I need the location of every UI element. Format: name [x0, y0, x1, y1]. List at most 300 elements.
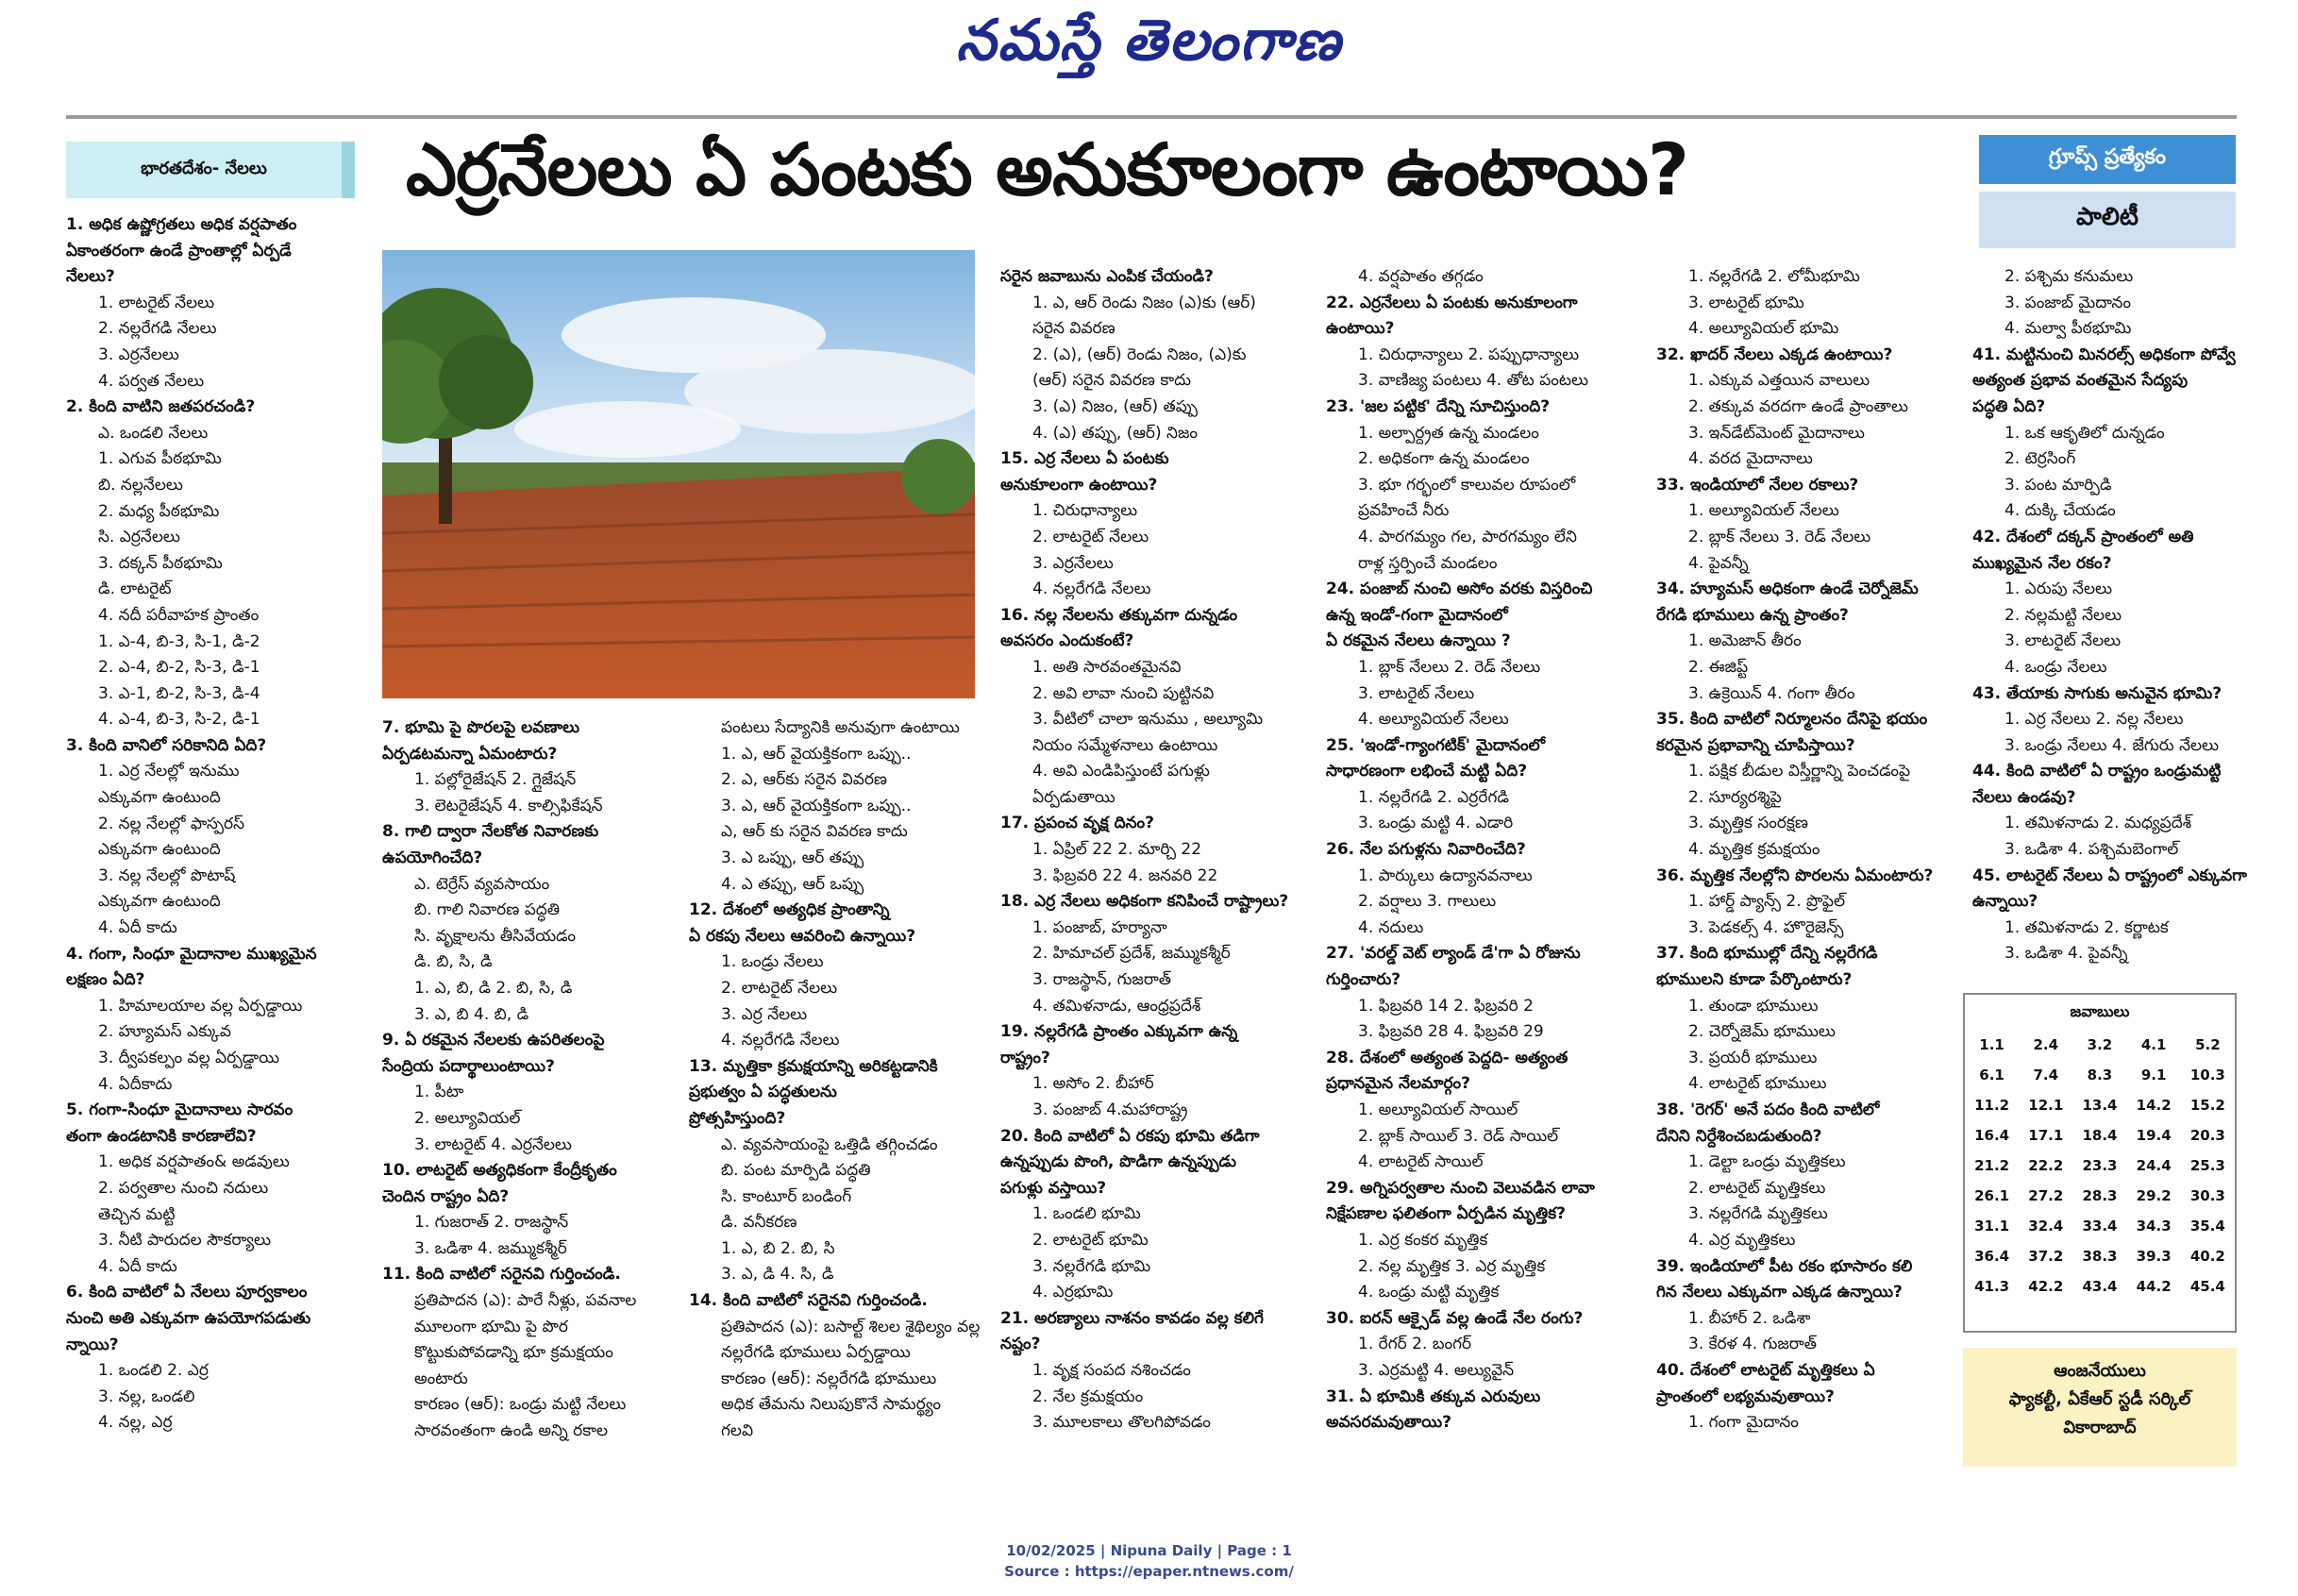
- option-line: 3. (ఎ) నిజం, (ఆర్) తప్పు: [1032, 396, 1198, 416]
- question-line: ప్రభుత్వం ఏ పద్ధతులను: [689, 1083, 837, 1102]
- option-line: 1. ఒండ్రు నేలలు: [721, 952, 824, 972]
- answer-cell: 33.4: [2082, 1218, 2118, 1235]
- option-line: 1. బ్లాక్ నేలలు 2. రెడ్ నేలలు: [1358, 657, 1541, 677]
- answer-cell: 40.2: [2189, 1248, 2225, 1265]
- question-line: 7. భూమి పై పొరలపై లవణాలు: [382, 718, 580, 737]
- option-line: సి. వృక్షాలను తీసివేయడం: [414, 926, 576, 946]
- option-line: 1. ఎర్ర నేలల్లో ఇనుము: [98, 762, 240, 781]
- option-line: (ఆర్) సరైన వివరణ కాదు: [1032, 371, 1191, 391]
- option-line: 1. ఎ, ఆర్ రెండు నిజం (ఎ)కు (ఆర్): [1032, 293, 1256, 312]
- option-line: 2. చెర్నోజెమ్ భూములు: [1688, 1022, 1836, 1042]
- option-line: 4. (ఎ) తప్పు, (ఆర్) నిజం: [1032, 423, 1198, 443]
- footer-date-line: 10/02/2025 | Nipuna Daily | Page : 1: [1006, 1542, 1292, 1559]
- answer-cell: 21.2: [1974, 1157, 2010, 1174]
- option-line: 1. అల్యూవియల్ నేలలు: [1688, 501, 1839, 521]
- answer-cell: 39.3: [2136, 1248, 2172, 1265]
- option-line: అధిక తేమను నిలుపుకొనే సామర్థ్యం: [721, 1395, 942, 1415]
- option-line: 2. మధ్య పీఠభూమి: [98, 501, 220, 521]
- option-line: 3. ఎర్ర నేలలు: [721, 1004, 808, 1024]
- option-line: 4. మృత్తిక క్రమక్షయం: [1688, 840, 1820, 860]
- answer-cell: 23.3: [2082, 1157, 2118, 1174]
- answer-cell: 29.2: [2136, 1187, 2172, 1204]
- answer-cell: 45.4: [2189, 1278, 2225, 1295]
- question-line: 24. పంజాబ్ నుంచి అసోం వరకు విస్తరించి: [1326, 580, 1593, 599]
- option-line: 3. ఎ, ఆర్ వైయక్తికంగా ఒప్పు..: [721, 796, 912, 815]
- option-line: నల్లరేగడి భూములు ఏర్పడ్డాయి: [721, 1343, 911, 1363]
- option-line: కొట్టుకుపోవడాన్ని భూ క్రమక్షయం: [414, 1343, 613, 1363]
- option-line: 4. ఏదీ కాదు: [98, 918, 177, 938]
- option-line: 3. ఎర్రనేలలు: [1032, 553, 1114, 573]
- red-soil-photo: [382, 250, 975, 698]
- option-line: 2. అవి లావా నుంచి పుట్టినవి: [1032, 683, 1215, 703]
- option-line: 3. కేరళ 4. గుజరాత్: [1688, 1335, 1817, 1354]
- question-line: రేగడి భూములు ఉన్న ప్రాంతం?: [1656, 605, 1849, 625]
- footer: [0, 1540, 2298, 1582]
- option-line: 1. ఒండలి 2. ఎర్ర: [98, 1361, 209, 1381]
- question-line: ప్రాంతంలో లభ్యమవుతాయి?: [1656, 1386, 1835, 1406]
- option-line: 4. ఏదీ కాదు: [98, 1256, 177, 1276]
- option-line: 4. ఎర్ర మృత్తికలు: [1688, 1230, 1796, 1250]
- option-line: 3. ఇన్‌డేట్‌మెంట్ మైదానాలు: [1688, 423, 1865, 443]
- option-line: బి. నల్లనేలలు: [98, 475, 183, 495]
- option-line: 4. ఎ తప్పు, ఆర్ ఒప్పు: [721, 874, 864, 894]
- question-line: 39. ఇండియాలో పీట రకం భూసారం కలి: [1656, 1256, 1913, 1276]
- answer-cell: 27.2: [2028, 1187, 2064, 1204]
- option-line: 2. నల్ల నేలల్లో ఫాస్పరస్: [98, 814, 245, 833]
- answer-cell: 32.4: [2028, 1218, 2064, 1235]
- option-line: 2. లాటరైట్ నేలలు: [721, 978, 838, 998]
- question-line: 11. కింది వాటిలో సరైనవి గుర్తించండి.: [382, 1265, 621, 1285]
- option-line: నియం సమ్మేళనాలు ఉంటాయి: [1032, 735, 1218, 755]
- question-line: 12. దేశంలో అత్యధిక ప్రాంతాన్ని: [689, 900, 890, 920]
- option-line: 3. ఎర్రమట్టి 4. అల్యువైన్: [1358, 1360, 1515, 1380]
- question-line: 8. గాలి ద్వారా నేలకోత నివారణకు: [382, 822, 599, 842]
- question-line: 3. కింది వానిలో సరికానిది ఏది?: [66, 735, 267, 755]
- option-line: 3. నల్లరేగడి మృత్తికలు: [1688, 1204, 1828, 1224]
- question-line: ప్రోత్సహిస్తుంది?: [689, 1108, 786, 1128]
- question-line: 32. ఖాదర్ నేలలు ఎక్కడ ఉంటాయి?: [1656, 344, 1893, 364]
- question-line: 25. 'ఇండో-గ్యాంగటిక్' మైదానంలో: [1326, 735, 1546, 755]
- option-line: 3. పంజాబ్ మైదానం: [2004, 293, 2131, 312]
- option-line: 2. నేల క్రమక్షయం: [1032, 1386, 1144, 1406]
- question-line: నేలలు?: [66, 267, 115, 287]
- option-line: 1. ఎరుపు నేలలు: [2004, 580, 2112, 599]
- option-line: 1. అధిక వర్షపాతం& అడవులు: [98, 1152, 290, 1172]
- option-line: 1. ఫిబ్రవరి 14 2. ఫిబ్రవరి 2: [1358, 996, 1534, 1016]
- option-line: రాళ్ల స్తర్పించే మండలం: [1358, 553, 1498, 573]
- option-line: 2. తక్కువ వరదగా ఉండే ప్రాంతాలు: [1688, 396, 1908, 416]
- question-line: 14. కింది వాటిలో సరైనవి గుర్తించండి.: [689, 1291, 928, 1311]
- footer-source-line: Source : https://epaper.ntnews.com/: [1004, 1563, 1294, 1580]
- option-line: 4. దుక్కి చేయడం: [2004, 501, 2116, 521]
- question-line: సరైన జవాబును ఎంపిక చేయండి?: [1000, 267, 1214, 286]
- question-line: 21. అరణ్యాలు నాశనం కావడం వల్ల కలిగే: [1000, 1308, 1264, 1328]
- answer-cell: 9.1: [2140, 1067, 2167, 1084]
- question-line: 35. కింది వాటిలో నిర్మూలనం దేనిపై భయం: [1656, 710, 1928, 730]
- option-line: తెచ్చిన మట్టి: [98, 1204, 176, 1224]
- answer-cell: 19.4: [2136, 1127, 2172, 1144]
- question-line: నష్టం?: [1000, 1335, 1041, 1354]
- question-column-7: [1972, 264, 2256, 982]
- question-line: 28. దేశంలో అత్యంత పెద్దది- అత్యంత: [1326, 1048, 1568, 1067]
- answer-key-box: [1963, 993, 2237, 1333]
- option-line: 2. ఈజిప్ట్: [1688, 657, 1749, 677]
- option-line: 3. లాటరైట్ నేలలు: [2004, 631, 2122, 651]
- option-line: 4. వరద మైదానాలు: [1688, 449, 1813, 469]
- question-line: 36. మృత్తిక నేలల్లోని పొరలను ఏమంటారు?: [1656, 865, 1934, 885]
- option-line: 1. అల్యూవియల్ సాయిల్: [1358, 1100, 1518, 1119]
- option-line: ఏర్పడుతాయి: [1032, 787, 1115, 807]
- question-line: ముఖ్యమైన నేల రకం?: [1972, 553, 2112, 573]
- question-line: ఏ రకమైన నేలలు ఉన్నాయి ?: [1326, 631, 1511, 651]
- author-name: ఆంజనేయులు: [2054, 1361, 2146, 1381]
- answer-cell: 14.2: [2136, 1097, 2172, 1114]
- answer-cell: 38.3: [2082, 1248, 2118, 1265]
- option-line: కారణం (ఆర్): నల్లరేగడి భూములు: [721, 1369, 937, 1388]
- question-line: 15. ఎర్ర నేలలు ఏ పంటకు: [1000, 449, 1169, 469]
- question-line: దేనిని నిర్దేశించబడుతుంది?: [1656, 1126, 1822, 1146]
- option-line: 2. హ్యూమస్ ఎక్కువ: [98, 1022, 231, 1042]
- answer-cell: 17.1: [2028, 1127, 2064, 1144]
- question-line: ఉన్నప్పుడు పొంగి, పొడిగా ఉన్నప్పుడు: [1000, 1152, 1237, 1172]
- author-role: ఫ్యాకల్టీ, ఏకేఆర్ స్టడీ సర్కిల్: [2008, 1389, 2191, 1409]
- option-line: 1. పార్కులు ఉద్యానవనాలు: [1358, 865, 1533, 885]
- option-line: 4. అవి ఎండిపిస్తుంటే పగుళ్లు: [1032, 762, 1210, 781]
- question-line: 9. ఏ రకమైన నేలలకు ఉపరితలంపై: [382, 1031, 605, 1050]
- option-line: 2. ఎ-4, బి-2, సి-3, డి-1: [98, 658, 260, 678]
- question-line: అత్యంత ప్రభావ వంతమైన సేద్యపు: [1972, 371, 2189, 391]
- question-line: 2. కింది వాటిని జతపరచండి?: [66, 397, 256, 417]
- question-line: 16. నల్ల నేలలను తక్కువగా దున్నడం: [1000, 605, 1238, 625]
- option-line: 1. ఎ, ఆర్ వైయక్తికంగా ఒప్పు..: [721, 744, 912, 764]
- question-line: 17. ప్రపంచ వృక్ష దినం?: [1000, 814, 1154, 833]
- option-line: 4. నల్ల, ఎర్ర: [98, 1413, 173, 1433]
- answer-cell: 3.2: [2087, 1036, 2113, 1053]
- question-line: ఉంటాయి?: [1326, 319, 1395, 339]
- answer-cell: 43.4: [2082, 1278, 2118, 1295]
- option-line: 1. ఒండలి భూమి: [1032, 1204, 1141, 1224]
- answer-row: [1965, 1120, 2235, 1151]
- question-line: 34. హ్యూమస్ అధికంగా ఉండే చెర్నోజెమ్: [1656, 580, 1919, 599]
- option-line: ఎ, ఆర్ కు సరైన వివరణ కాదు: [721, 822, 908, 842]
- option-line: 2. బ్లాక్ నేలలు 3. రెడ్ నేలలు: [1688, 527, 1871, 546]
- option-line: కారణం (ఆర్): ఒండ్రు మట్టి నేలలు: [414, 1395, 627, 1415]
- question-column-5: [1326, 264, 1652, 1482]
- answer-cell: 13.4: [2082, 1097, 2118, 1114]
- headline: ఎర్రనేలలు ఏ పంటకు అనుకూలంగా ఉంటాయి?: [406, 127, 1688, 211]
- question-line: పద్ధతి ఏది?: [1972, 396, 2046, 416]
- option-line: ఎ. టెర్రేస్ వ్యవసాయం: [414, 874, 550, 894]
- option-line: 1. ఏప్రిల్ 22 2. మార్చి 22: [1032, 840, 1202, 860]
- option-line: 4. ఎ-4, బి-3, సి-2, డి-1: [98, 710, 260, 730]
- option-line: 1. అల్పార్ద్రత ఉన్న మండలం: [1358, 423, 1539, 443]
- option-line: 3. ఒడిశా 4. పశ్చిమబెంగాల్: [2004, 840, 2179, 860]
- option-line: 1. నల్లరేగడి 2. ఎర్రరేగడి: [1358, 787, 1509, 807]
- option-line: 3. భూ గర్భంలో కాలువల రూపంలో: [1358, 475, 1576, 495]
- option-line: 1. ఎక్కువ ఎత్తయిన వాలులు: [1688, 371, 1870, 391]
- option-line: 4. మల్వా పీఠభూమి: [2004, 319, 2132, 339]
- option-line: 1. తమిళనాడు 2. మధ్యప్రదేశ్: [2004, 814, 2192, 833]
- answer-cell: 10.3: [2189, 1067, 2225, 1084]
- option-line: ప్రవహించే నీరు: [1358, 501, 1450, 521]
- question-line: అవసరమవుతాయి?: [1326, 1413, 1451, 1433]
- option-line: 3. ఒండ్రు నేలలు 4. జేగురు నేలలు: [2004, 735, 2219, 755]
- option-line: 4. వర్షపాతం తగ్గడం: [1358, 267, 1484, 286]
- option-line: సరైన వివరణ: [1032, 319, 1115, 339]
- option-line: 3. లాటరైట్ 4. ఎర్రనేలలు: [414, 1134, 572, 1154]
- answer-cell: 26.1: [1974, 1187, 2010, 1204]
- question-line: 1. అధిక ఉష్ణోగ్రతలు అధిక వర్షపాతం: [66, 215, 297, 234]
- question-line: నుంచి అతి ఎక్కువగా ఉపయోగపడుతు: [66, 1308, 311, 1328]
- answer-cell: 6.1: [1979, 1067, 2004, 1084]
- option-line: 3. ఎ-1, బి-2, సి-3, డి-4: [98, 683, 260, 703]
- option-line: 2. పర్వతాల నుంచి నదులు: [98, 1178, 269, 1198]
- answer-cell: 36.4: [1974, 1248, 2010, 1265]
- option-line: 1. పల్లోరైజేషన్ 2. గ్లైజేషన్: [414, 770, 577, 790]
- option-line: 2. సూర్యరశ్మిపై: [1688, 787, 1782, 807]
- question-line: తంగా ఉండటానికి కారణాలేవి?: [66, 1126, 257, 1146]
- question-line: 4. గంగా, సింధూ మైదానాల ముఖ్యమైన: [66, 944, 317, 964]
- question-column-1: [66, 212, 359, 1477]
- option-line: 2. నల్ల మృత్తిక 3. ఎర్ర మృత్తిక: [1358, 1256, 1546, 1276]
- option-line: 3. ఉక్రెయిన్ 4. గంగా తీరం: [1688, 683, 1855, 703]
- answer-cell: 12.1: [2028, 1097, 2064, 1114]
- option-line: బి. గాలి నివారణ పద్ధతి: [414, 900, 561, 920]
- option-line: 3. దక్కన్ పీఠభూమి: [98, 553, 223, 573]
- option-line: 3. ఫిబ్రవరి 28 4. ఫిబ్రవరి 29: [1358, 1022, 1544, 1042]
- option-line: 3. నీటి పారుదల సౌకర్యాలు: [98, 1231, 271, 1251]
- option-line: 3. మూలకాలు తొలగిపోవడం: [1032, 1413, 1211, 1433]
- option-line: 4. ఏదీకాదు: [98, 1074, 173, 1094]
- answer-cell: 24.4: [2136, 1157, 2172, 1174]
- option-line: బి. పంట మార్పిడి పద్ధతి: [721, 1161, 871, 1181]
- option-line: 3. లెటరైజేషన్ 4. కాల్సిఫికేషన్: [414, 796, 603, 815]
- option-line: ఎక్కువగా ఉంటుంది: [98, 892, 221, 912]
- option-line: 2. హిమాచల్ ప్రదేశ్, జమ్ముకశ్మీర్: [1032, 944, 1231, 964]
- question-line: నిక్షేపణాల ఫలితంగా ఏర్పడిన మృత్తిక?: [1326, 1204, 1566, 1224]
- question-line: 27. 'వరల్డ్ వెట్ ల్యాండ్ డే'గా ఏ రోజును: [1326, 944, 1581, 964]
- option-line: 2. నల్లరేగడి నేలలు: [98, 319, 217, 339]
- question-line: 5. గంగా-సింధూ మైదానాలు సారవం: [66, 1100, 294, 1120]
- option-line: గలవి: [721, 1421, 754, 1441]
- question-line: 26. నేల పగుళ్లను నివారించేది?: [1326, 840, 1526, 860]
- question-line: 31. ఏ భూమికి తక్కువ ఎరువులు: [1326, 1386, 1541, 1406]
- question-line: కరమైన ప్రభావాన్ని చూపిస్తాయి?: [1656, 735, 1855, 755]
- option-line: 1. డెల్టా ఒండ్రు మృత్తికలు: [1688, 1152, 1846, 1172]
- question-line: 6. కింది వాటిలో ఏ నేలలు పూర్వకాలం: [66, 1283, 308, 1302]
- option-line: 4. ఒండ్రు మట్టి మృత్తిక: [1358, 1283, 1500, 1302]
- option-line: 1. అతి సారవంతమైనవి: [1032, 657, 1182, 677]
- option-line: 1. గంగా మైదానం: [1688, 1413, 1799, 1433]
- option-line: ఎ. వ్యవసాయంపై ఒత్తిడి తగ్గించడం: [721, 1134, 938, 1154]
- option-line: ఎ. ఒండలి నేలలు: [98, 423, 209, 443]
- option-line: 1. తమిళనాడు 2. కర్ణాటక: [2004, 917, 2169, 937]
- answer-row: [1965, 1060, 2235, 1090]
- section-box: భారతదేశం- నేలలు: [66, 142, 355, 198]
- option-line: 2. అల్యూవియల్: [414, 1108, 521, 1128]
- question-line: ఏర్పడటమన్నా ఏమంటారు?: [382, 744, 558, 764]
- option-line: 1. పంజాబ్, హర్యానా: [1032, 917, 1167, 937]
- answer-row: [1965, 1090, 2235, 1120]
- option-line: 3. నల్లరేగడి భూమి: [1032, 1256, 1151, 1276]
- option-line: 3. ద్వీపకల్పం వల్ల ఏర్పడ్డాయి: [98, 1049, 279, 1067]
- question-line: ఏ రకపు నేలలు ఆవరించి ఉన్నాయి?: [689, 926, 916, 946]
- option-line: సి. కాంటూర్ బండింగ్: [721, 1186, 852, 1206]
- answer-cell: 5.2: [2195, 1036, 2221, 1053]
- question-line: 10. లాటరైట్ అత్యధికంగా కేంద్రీకృతం: [382, 1161, 617, 1181]
- option-line: 3. ఎ, బి 4. బి, డి: [414, 1004, 529, 1024]
- option-line: 1. పక్షిక బీడుల విస్తీర్ణాన్ని పెంచడంపై: [1688, 762, 1911, 781]
- question-line: అవసరం ఎందుకంటే?: [1000, 631, 1134, 651]
- option-line: 3. ఎ, డి 4. సి, డి: [721, 1265, 834, 1285]
- option-line: 4. ఒండ్రు నేలలు: [2004, 657, 2107, 677]
- question-line: 23. 'జల పట్టిక' దేన్ని సూచిస్తుంది?: [1326, 396, 1551, 416]
- option-line: 1. అసోం 2. బీహార్: [1032, 1074, 1154, 1094]
- question-line: చెందిన రాష్ట్రం ఏది?: [382, 1186, 510, 1206]
- option-line: 3. ఎ ఒప్పు, ఆర్ తప్పు: [721, 848, 864, 867]
- option-line: ప్రతిపాదన (ఎ): పారే నీళ్లు, పవనాల: [414, 1291, 637, 1311]
- option-line: 4. అల్యూవియల్ నేలలు: [1358, 710, 1509, 730]
- option-line: 4. పైవన్నీ: [1688, 553, 1749, 573]
- option-line: అంటారు: [414, 1369, 468, 1388]
- option-line: 2. అధికంగా ఉన్న మండలం: [1358, 449, 1530, 469]
- answer-cell: 7.4: [2033, 1067, 2059, 1084]
- option-line: 2. (ఎ), (ఆర్) రెండు నిజం, (ఎ)కు: [1032, 344, 1247, 364]
- option-line: 1. చిరుధాన్యాలు: [1032, 501, 1138, 521]
- option-line: 1. వృక్ష సంపద నశించడం: [1032, 1360, 1191, 1380]
- option-line: 4. నదీ పరీవాహక ప్రాంతం: [98, 605, 260, 625]
- answer-cell: 31.1: [1974, 1218, 2010, 1235]
- option-line: 1. ఎ-4, బి-3, సి-1, డి-2: [98, 631, 260, 651]
- question-line: ఏకాంతరంగా ఉండే ప్రాంతాల్లో ఏర్పడే: [66, 241, 292, 260]
- answer-cell: 35.4: [2189, 1218, 2225, 1235]
- question-line: పగుళ్లు వస్తాయి?: [1000, 1178, 1107, 1198]
- answer-cell: 28.3: [2082, 1187, 2118, 1204]
- answer-cell: 16.4: [1974, 1127, 2010, 1144]
- option-line: 4. నల్లరేగడి నేలలు: [1032, 580, 1151, 599]
- red-soil-field-illustration: [382, 250, 975, 698]
- option-line: 3. ఫిబ్రవరి 22 4. జనవరి 22: [1032, 865, 1218, 885]
- answer-cell: 22.2: [2028, 1157, 2064, 1174]
- masthead-logo: నమస్తే తెలంగాణ: [955, 8, 1343, 74]
- option-line: 1. లాటరైట్ నేలలు: [98, 293, 215, 312]
- question-line: లక్షణం ఏది?: [66, 970, 145, 990]
- option-line: డి. బి, సి, డి: [414, 952, 493, 972]
- answer-row: [1965, 1271, 2235, 1302]
- answer-cell: 15.2: [2189, 1097, 2225, 1114]
- answer-row: [1965, 1211, 2235, 1241]
- option-line: 1. గుజరాత్ 2. రాజస్థాన్: [414, 1213, 569, 1233]
- option-line: 1. చిరుధాన్యాలు 2. పప్పుధాన్యాలు: [1358, 344, 1580, 364]
- option-line: 2. పశ్చిమ కనుమలు: [2004, 267, 2134, 286]
- option-line: 4. నల్లరేగడి నేలలు: [721, 1031, 840, 1050]
- answer-cell: 2.4: [2033, 1036, 2059, 1053]
- question-line: అనుకూలంగా ఉంటాయి?: [1000, 475, 1158, 495]
- option-line: 3. రాజస్థాన్, గుజరాత్: [1032, 970, 1172, 990]
- question-column-6: [1656, 264, 1968, 1482]
- answer-cell: 37.2: [2028, 1248, 2064, 1265]
- option-line: పంటలు సేద్యానికి అనువుగా ఉంటాయి: [721, 718, 960, 737]
- option-line: 3. మృత్తిక సంరక్షణ: [1688, 814, 1808, 833]
- option-line: 2. నల్లమట్టి నేలలు: [2004, 605, 2122, 625]
- answer-cell: 41.3: [1974, 1278, 2010, 1295]
- answer-cell: 11.2: [1974, 1097, 2010, 1114]
- option-line: 2. టెర్రసింగ్: [2004, 449, 2076, 469]
- option-line: 1. బీహార్ 2. ఒడిశా: [1688, 1308, 1811, 1328]
- option-line: 4. లాటరైట్ సాయిల్: [1358, 1152, 1484, 1172]
- question-line: 22. ఎర్రనేలలు ఏ పంటకు అనుకూలంగా: [1326, 293, 1578, 312]
- option-line: 1. ఎర్ర కంకర మృత్తిక: [1358, 1230, 1488, 1250]
- option-line: 3. పంట మార్పిడి: [2004, 475, 2112, 495]
- answer-key-table: [1965, 1030, 2235, 1302]
- question-line: 29. అగ్నిపర్వతాల నుంచి వెలువడిన లావా: [1326, 1178, 1595, 1198]
- option-line: 3. పంజాబ్ 4.మహారాష్ట్ర: [1032, 1100, 1188, 1119]
- option-line: 4. తమిళనాడు, ఆంధ్రప్రదేశ్: [1032, 996, 1201, 1016]
- author-place: వికారాబాద్: [2063, 1418, 2137, 1437]
- option-line: 1. ఎగువ పీఠభూమి: [98, 449, 222, 469]
- option-line: 4. పర్వత నేలలు: [98, 371, 205, 391]
- question-line: 41. మట్టినుంచి మినరల్స్ అధికంగా పోవ్వే: [1972, 344, 2236, 364]
- option-line: 2. లాటరైట్ భూమి: [1032, 1230, 1149, 1250]
- option-line: సారవంతంగా ఉండి అన్ని రకాల: [414, 1421, 608, 1441]
- option-line: 2. వర్షాలు 3. గాలులు: [1358, 892, 1497, 912]
- tag-special: గ్రూప్స్ ప్రత్యేకం: [1979, 135, 2236, 184]
- option-line: 2. లాటరైట్ నేలలు: [1032, 527, 1149, 546]
- option-line: 3. ఒండ్రు మట్టి 4. ఎడారి: [1358, 814, 1514, 833]
- question-line: భూములని కూడా పేర్కొంటారు?: [1656, 970, 1853, 990]
- question-line: 44. కింది వాటిలో ఏ రాష్ట్రం ఒండ్రుమట్టి: [1972, 762, 2222, 781]
- answer-cell: 30.3: [2189, 1187, 2225, 1204]
- answer-cell: 34.3: [2136, 1218, 2172, 1235]
- question-line: 45. లాటరైట్ నేలలు ఏ రాష్ట్రంలో ఎక్కువగా: [1972, 865, 2247, 885]
- answer-cell: 42.2: [2028, 1278, 2064, 1295]
- answer-row: [1965, 1030, 2235, 1060]
- option-line: 1. తుండా భూములు: [1688, 996, 1819, 1016]
- option-line: సి. ఎర్రనేలలు: [98, 528, 180, 547]
- question-line: నేలలు ఉండవు?: [1972, 787, 2076, 807]
- question-column-3: [689, 715, 989, 1480]
- option-line: 4. అల్యూవియల్ భూమి: [1688, 319, 1839, 339]
- option-line: 1. అమెజాన్ తీరం: [1688, 631, 1802, 651]
- option-line: 3. ఒడిశా 4. జమ్ముకశ్మీర్: [414, 1238, 567, 1258]
- question-line: ఉపయోగించేది?: [382, 848, 483, 867]
- option-line: 4. ఎర్రభూమి: [1032, 1283, 1114, 1302]
- question-line: ప్రధానమైన నేలమార్గం?: [1326, 1074, 1471, 1094]
- answer-row: [1965, 1151, 2235, 1181]
- question-line: 38. 'రెగర్' అనే పదం కింది వాటిలో: [1656, 1100, 1880, 1119]
- question-line: 43. తేయాకు సాగుకు అనువైన భూమి?: [1972, 683, 2223, 703]
- option-line: 3. నల్ల నేలల్లో పొటాష్: [98, 865, 236, 885]
- option-line: 1. రేగర్ 2. బంగర్: [1358, 1335, 1472, 1354]
- option-line: ఎక్కువగా ఉంటుంది: [98, 788, 221, 808]
- question-line: రాష్ట్రం?: [1000, 1048, 1050, 1067]
- question-line: గిన నేలలు ఎక్కువగా ఎక్కడ ఉన్నాయి?: [1656, 1283, 1903, 1302]
- option-line: 3. లాటరైట్ భూమి: [1688, 293, 1804, 312]
- question-column-2: [382, 715, 682, 1480]
- answer-cell: 1.1: [1979, 1036, 2004, 1053]
- option-line: 4. లాటరైట్ భూములు: [1688, 1074, 1827, 1094]
- question-line: 40. దేశంలో లాటరైట్ మృత్తికలు ఏ: [1656, 1360, 1875, 1380]
- option-line: 1. ఒక ఆకృతిలో దున్నడం: [2004, 423, 2165, 443]
- option-line: 1. ఎర్ర నేలలు 2. నల్ల నేలలు: [2004, 710, 2184, 730]
- question-line: న్నాయి?: [66, 1335, 119, 1354]
- question-line: సాధారణంగా లభించే మట్టి ఏది?: [1326, 762, 1528, 781]
- option-line: 3. నల్ల, ఒండలి: [98, 1386, 195, 1406]
- option-line: 2. ఎ, ఆర్‌కు సరైన వివరణ: [721, 770, 887, 790]
- question-line: 30. ఐరన్ ఆక్సైడ్ వల్ల ఉండే నేల రంగు?: [1326, 1308, 1584, 1328]
- option-line: 1. ఎ, బి 2. బి, సి: [721, 1238, 835, 1258]
- question-line: సేంద్రియ పదార్థాలుంటాయి?: [382, 1056, 555, 1076]
